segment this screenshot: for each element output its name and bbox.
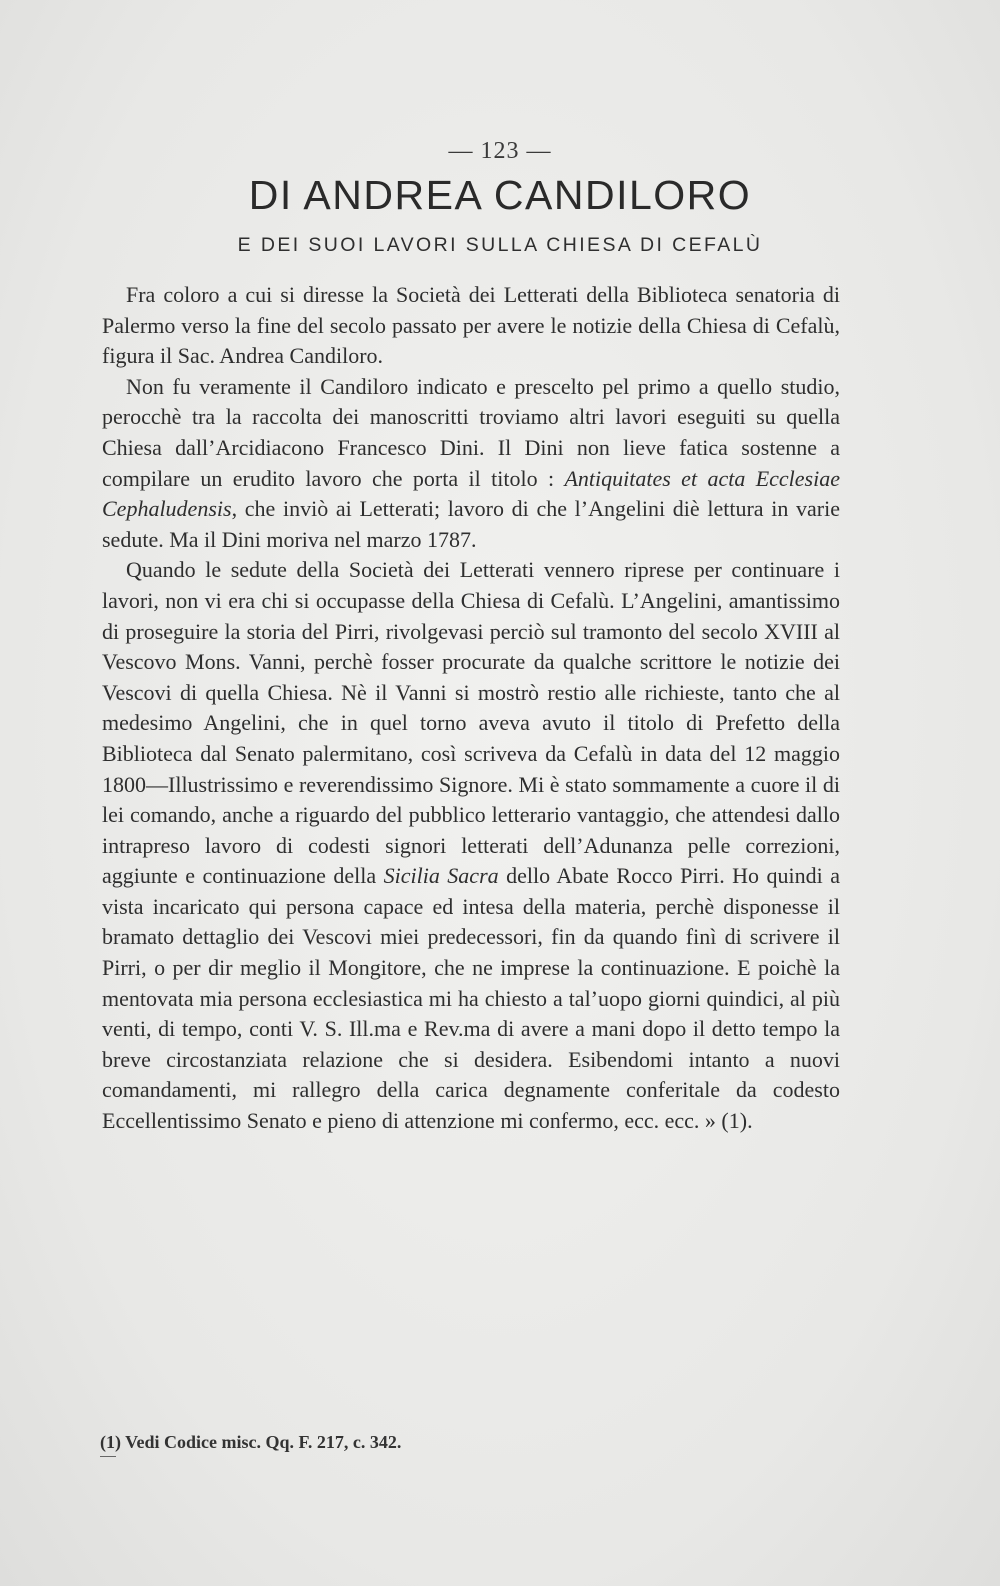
paragraph-1: Fra coloro a cui si diresse la Società dei Letterati della Biblioteca senatoria di Palermo verso la fine del secolo passato per avere le notizie della Chiesa di Cefalù, figura il Sac. Andrea Candiloro. <box>102 282 840 369</box>
article-title: DI ANDREA CANDILORO <box>248 172 752 218</box>
work-title-sicilia-sacra: Sicilia Sacra <box>383 863 499 889</box>
footnote: (1) Vedi Codice misc. Qq. F. 217, c. 342. <box>100 1432 402 1452</box>
page-number: — 123 — <box>448 138 552 164</box>
paragraph-3-text-a: Quando le sedute della Società dei Letterati vennero riprese per continuare i lavori, non vi era chi si occupasse della Chiesa di Cefalù. L’Angelini, amantissimo di proseguire la storia del Pirri, rivolgevasi perciò sul tramonto del secolo XVIII al Vescovo Mons. Vanni, perchè fosser procurate da qualche scrittore le notizie dei Vescovi di quella Chiesa. Nè il Vanni si mostrò restio alle richieste, tanto che al medesimo Angelini, che in quel torno aveva avuto il titolo di Prefetto della Biblioteca dal Senato palermitano, così scriveva da Cefalù in data del 12 maggio 1800—Illustrissimo e reverendissimo Signore. Mi è stato sommamente a cuore il di lei comando, anche a riguardo del pubblico letterario vantaggio, che attendesi dallo intrapreso lavoro di codesti signori letterati dell’Adunanza pelle correzioni, aggiunte e continuazione della <box>102 557 840 889</box>
paragraph-2 <box>102 372 840 556</box>
paragraph-2-text-a: Non fu veramente il Candiloro indicato e prescelto pel primo a quello studio, perocchè tra la raccolta dei manoscritti troviamo altri lavori eseguiti su quella Chiesa dall’Arcidiacono Francesco Dini. Il Dini non lieve fatica sostenne a compilare un erudito lavoro che porta il titolo : <box>102 373 840 491</box>
article-body <box>102 280 840 1137</box>
paragraph-3-text-b: dello Abate Rocco Pirri. Ho quindi a vista incaricato qui persona capace ed intesa della materia, perchè disponesse il bramato dettaglio dei Vescovi miei predecessori, fin da quando finì di scrivere il Pirri, o per dir meglio il Mongitore, che ne imprese la continuazione. E poichè la mentovata mia persona ecclesiastica mi ha chiesto a tal’uopo giorni quindici, al più venti, di tempo, conti V. S. Ill.ma e Rev.ma di avere a mani dopo il detto tempo la breve circostanziata relazione che si desidera. Esibendomi intanto a nuovi comandamenti, mi rallegro della carica degnamente conferitale da codesto Eccellentissimo Senato e pieno di attenzione mi confermo, ecc. ecc. » (1). <box>102 863 841 1134</box>
paragraph-2-text-b: , che inviò ai Letterati; lavoro di che l’Angelini diè lettura in varie sedute. Ma il Dini moriva nel marzo 1787. <box>102 496 840 552</box>
footnote-rule <box>100 1456 116 1457</box>
paragraph-3 <box>102 555 840 1136</box>
article-subtitle: E DEI SUOI LAVORI SULLA CHIESA DI CEFALÙ <box>237 234 763 256</box>
work-title-antiquitates: Antiquitates et acta Ecclesiae Cephaludensis <box>102 465 840 522</box>
